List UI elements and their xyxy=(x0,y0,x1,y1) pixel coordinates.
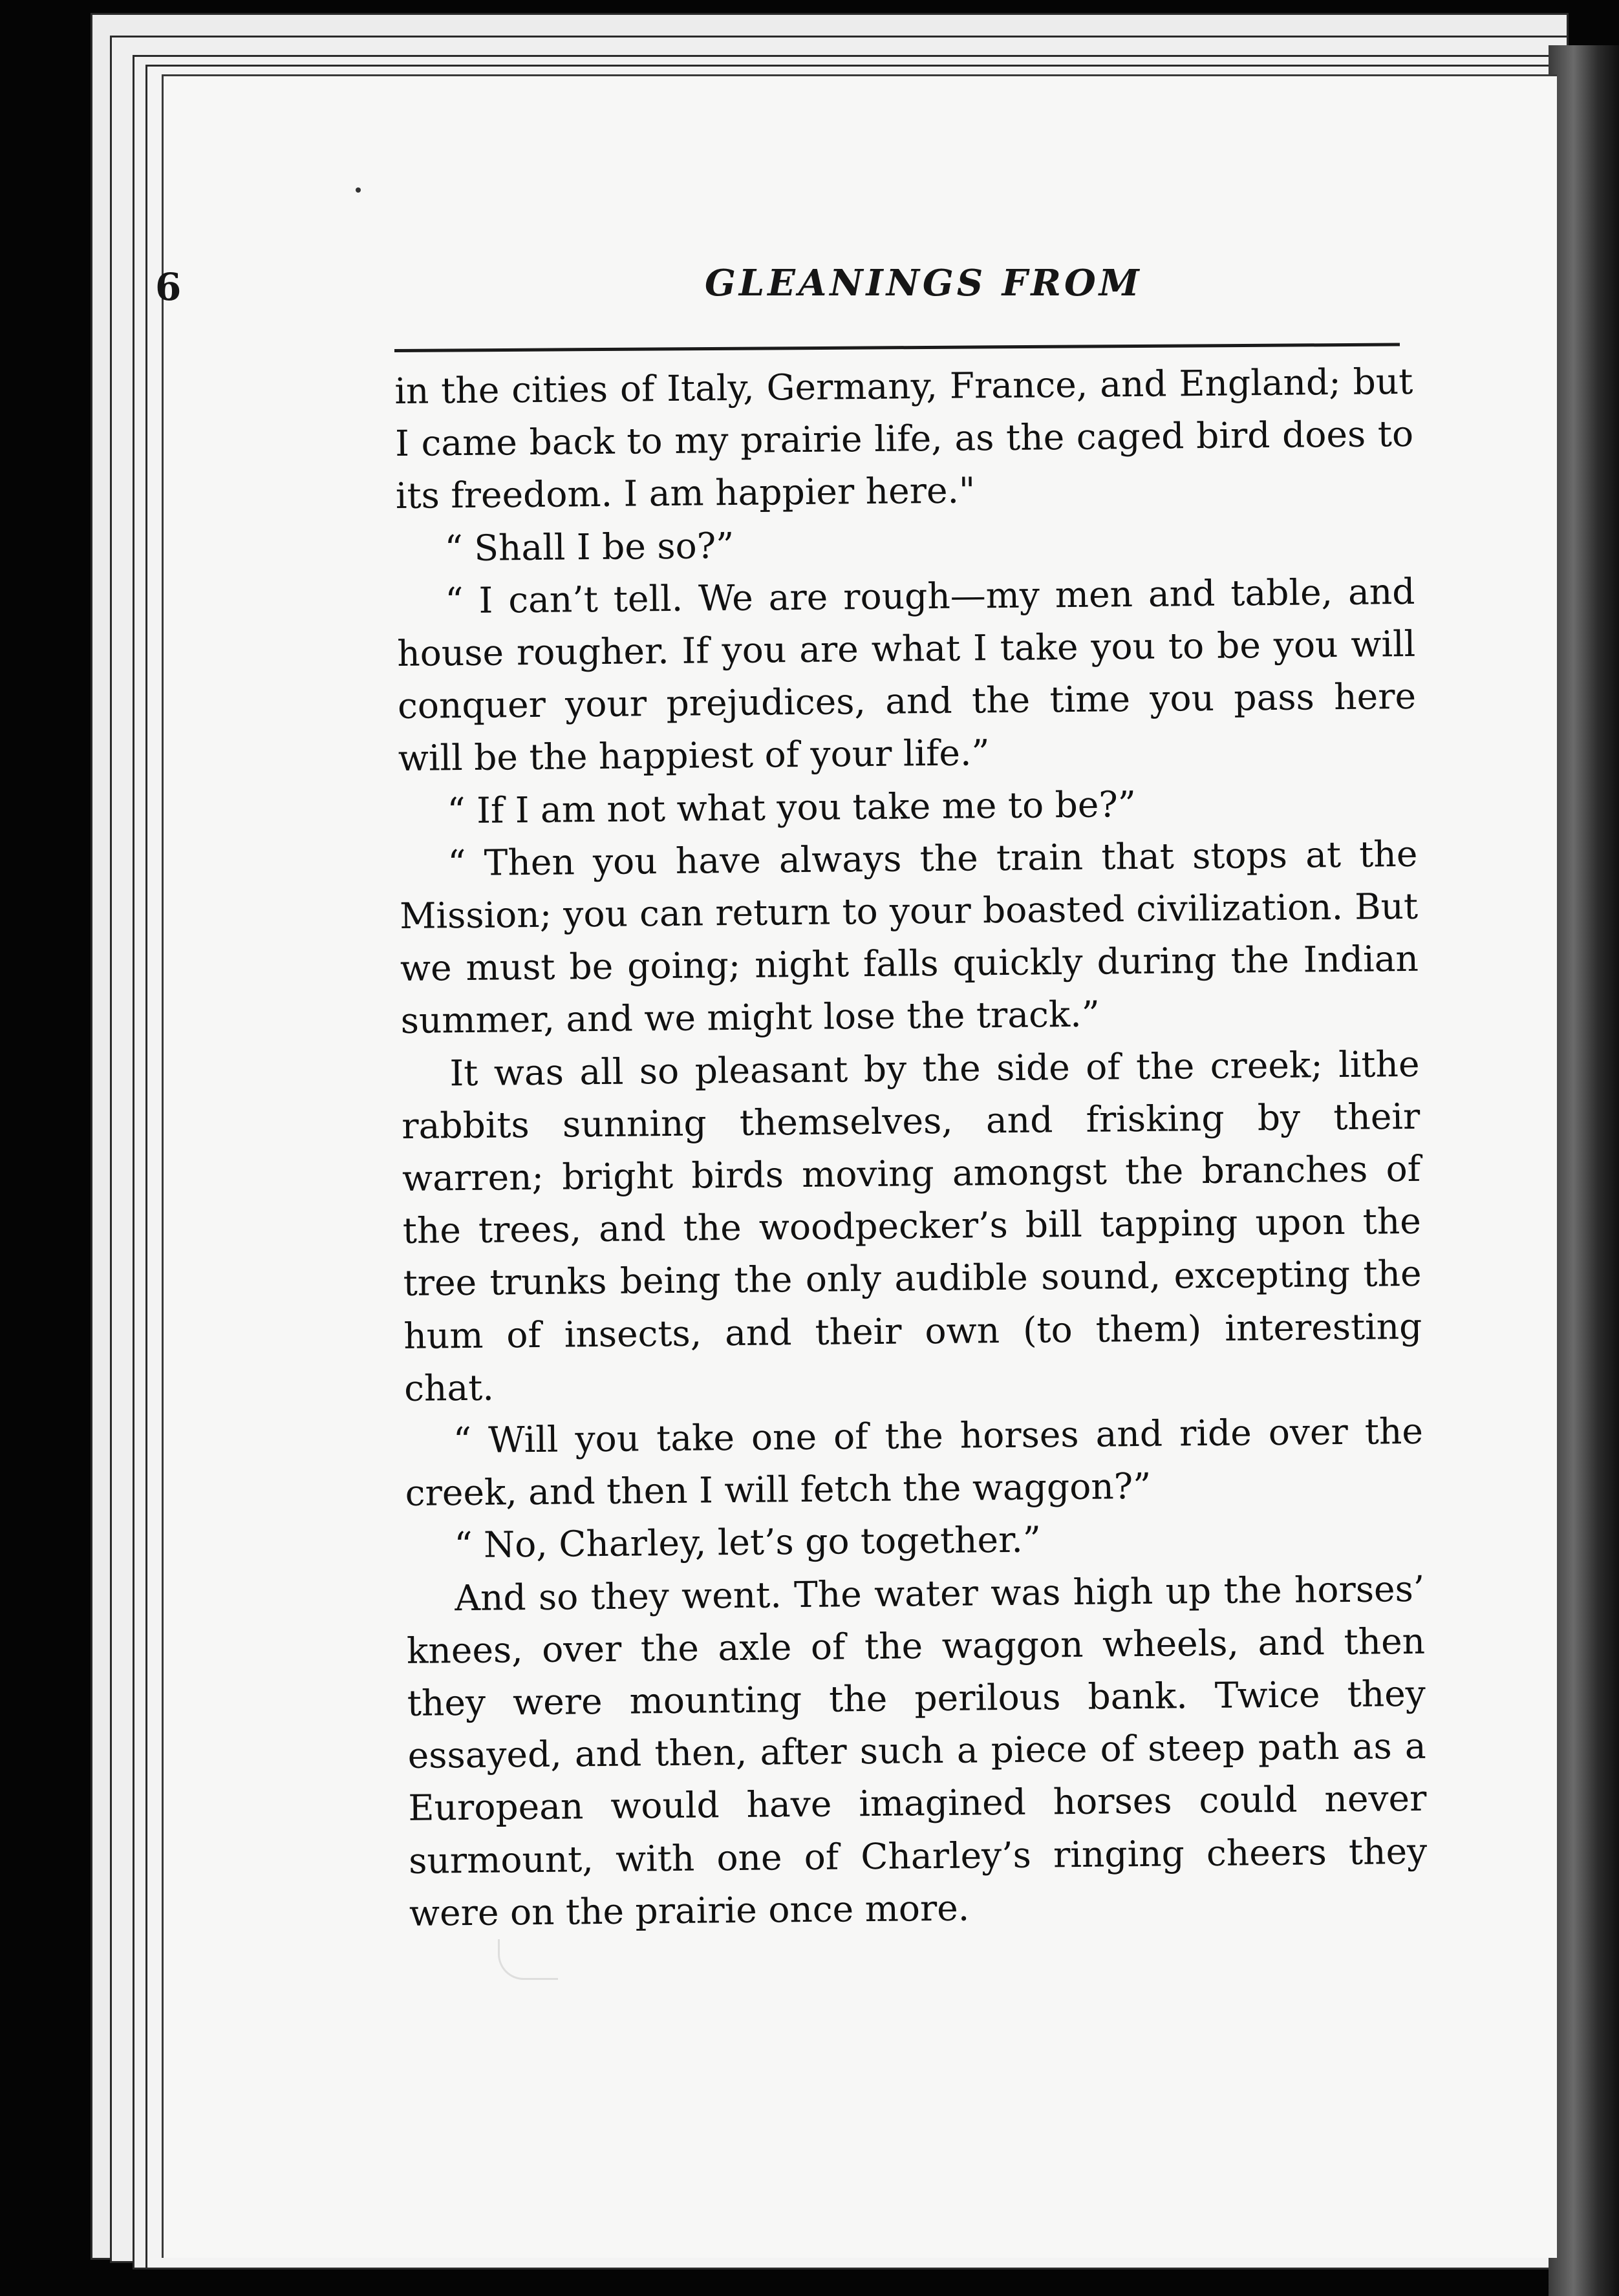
book-edge-shadow xyxy=(1549,45,1619,2296)
paragraph: It was all so pleasant by the side of the creek; lithe rabbits sunning themselves, and frisking by their warren; bright birds moving amongst the branches of the trees, and the woodpecker’s bill tapping upon the tree trunks being the only audible sound, excepting the hum of insects, and their own (to them) interesting chat. xyxy=(401,1043,1422,1409)
paragraph: “ No, Charley, let’s go together.” xyxy=(454,1518,1042,1566)
ink-speck xyxy=(356,187,361,193)
paragraph: “ If I am not what you take me to be?” xyxy=(447,783,1137,831)
page-number: 6 xyxy=(155,265,182,309)
paragraph: “ Shall I be so?” xyxy=(444,524,734,569)
paragraph: “ I can’t tell. We are rough—my men and table, and house rougher. If you are what I take you to be you will conquer your prejudices, and the time you pass here will be the happiest of your life.” xyxy=(396,570,1417,780)
paragraph: “ Then you have always the train that stops at the Mission; you can return to your boasted civilization. But we must be going; night falls quickly during the Indian summer, and we might lose the track.” xyxy=(399,833,1419,1042)
paragraph: “ Will you take one of the horses and ride over the creek, and then I will fetch the waggon?” xyxy=(405,1410,1424,1515)
paragraph: And so they went. The water was high up the horses’ knees, over the axle of the waggon wheels, and then they were mounting the perilous bank. Twice they essayed, and then, after such a piece of steep path as a European would have imagined horses could never surmount, with one of Charley’s ringing cheers they were on the prairie once more. xyxy=(406,1568,1428,1934)
body-text xyxy=(394,356,1428,1940)
pencil-mark xyxy=(498,1939,558,1980)
running-title: GLEANINGS FROM xyxy=(705,262,1142,304)
paragraph: in the cities of Italy, Germany, France, and England; but I came back to my prairie life, as the caged bird does to its freedom. I am happier here." xyxy=(394,360,1414,517)
